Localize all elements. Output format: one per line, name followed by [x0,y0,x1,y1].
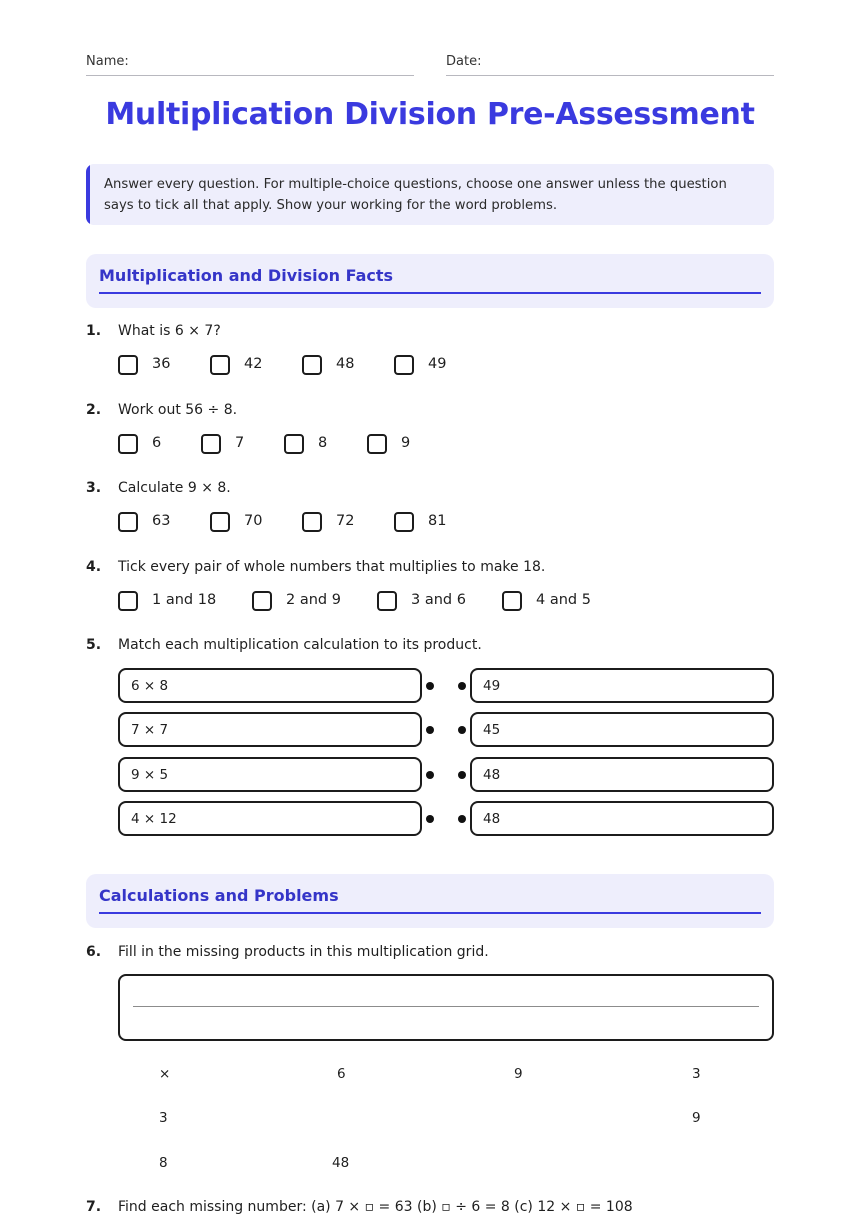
checkbox[interactable] [302,512,322,532]
match-left-item[interactable] [118,668,422,703]
question-text: Find each missing number: (a) 7 × ▫ = 63 (b) ▫ ÷ 6 = 8 (c) 12 × ▫ = 108 [118,1199,633,1215]
question-number: 3. [86,480,102,496]
page-title: Multiplication Division Pre-Assessment [105,97,755,132]
section-header-facts [86,254,774,308]
option-label: 9 [401,435,411,451]
instructions-box [86,164,774,225]
option-label: 3 and 6 [411,592,466,608]
match-label: 48 [483,811,501,827]
match-left-item[interactable] [118,712,422,747]
question-number: 4. [86,559,102,575]
match-right-item[interactable] [470,712,774,747]
checkbox[interactable] [210,355,230,375]
question-number: 6. [86,944,102,960]
match-left-dot[interactable] [426,682,434,690]
grid-cell: 9 [514,1066,523,1082]
checkbox[interactable] [201,434,221,454]
question-text: Tick every pair of whole numbers that multiplies to make 18. [118,559,546,575]
option-label: 42 [244,356,263,372]
checkbox[interactable] [394,512,414,532]
grid-cell: 3 [159,1110,168,1126]
match-label: 9 × 5 [131,767,169,783]
option-label: 36 [152,356,171,372]
match-label: 6 × 8 [131,678,169,694]
match-right-dot[interactable] [458,771,466,779]
checkbox[interactable] [118,512,138,532]
checkbox[interactable] [118,434,138,454]
instructions-accent-bar [86,164,90,225]
section-title: Multiplication and Division Facts [99,266,394,285]
question-text: Work out 56 ÷ 8. [118,402,238,418]
question-number: 2. [86,402,102,418]
option-label: 1 and 18 [152,592,217,608]
question-text: Match each multiplication calculation to its product. [118,637,482,653]
grid-cell: × [159,1066,171,1082]
option-label: 49 [428,356,447,372]
option-label: 70 [244,513,263,529]
checkbox[interactable] [210,512,230,532]
match-left-dot[interactable] [426,771,434,779]
question-text: What is 6 × 7? [118,323,221,339]
checkbox[interactable] [252,591,272,611]
match-label: 49 [483,678,501,694]
match-left-item[interactable] [118,801,422,836]
option-label: 6 [152,435,162,451]
question-number: 5. [86,637,102,653]
option-label: 8 [318,435,328,451]
option-label: 2 and 9 [286,592,341,608]
option-label: 72 [336,513,355,529]
match-label: 45 [483,722,501,738]
date-label: Date: [446,54,482,69]
answer-box[interactable] [118,974,774,1041]
match-right-item[interactable] [470,668,774,703]
date-field[interactable] [446,54,774,76]
section-header-calculations [86,874,774,928]
name-field[interactable] [86,54,414,76]
grid-cell: 6 [337,1066,346,1082]
match-left-dot[interactable] [426,726,434,734]
checkbox[interactable] [302,355,322,375]
section-rule [99,292,761,294]
match-right-dot[interactable] [458,815,466,823]
instructions-text: Answer every question. For multiple-choice questions, choose one answer unless the question says to tick all that apply. Show your working for the word problems. [104,177,727,213]
checkbox[interactable] [118,591,138,611]
match-left-dot[interactable] [426,815,434,823]
match-right-item[interactable] [470,801,774,836]
option-label: 4 and 5 [536,592,591,608]
option-label: 7 [235,435,245,451]
checkbox[interactable] [118,355,138,375]
match-right-item[interactable] [470,757,774,792]
name-date-row [86,54,774,76]
match-label: 48 [483,767,501,783]
checkbox[interactable] [367,434,387,454]
section-rule [99,912,761,914]
answer-line [133,1006,759,1007]
match-right-dot[interactable] [458,726,466,734]
checkbox[interactable] [284,434,304,454]
option-label: 48 [336,356,355,372]
question-number: 7. [86,1199,102,1215]
grid-cell: 9 [692,1110,701,1126]
grid-cell: 8 [159,1155,168,1171]
match-left-item[interactable] [118,757,422,792]
name-label: Name: [86,54,129,69]
checkbox[interactable] [394,355,414,375]
match-right-dot[interactable] [458,682,466,690]
grid-cell: 3 [692,1066,701,1082]
option-label: 63 [152,513,171,529]
match-label: 4 × 12 [131,811,177,827]
section-title: Calculations and Problems [99,886,339,905]
question-number: 1. [86,323,102,339]
grid-cell: 48 [332,1155,350,1171]
question-text: Fill in the missing products in this multiplication grid. [118,944,489,960]
checkbox[interactable] [502,591,522,611]
question-text: Calculate 9 × 8. [118,480,231,496]
match-label: 7 × 7 [131,722,169,738]
checkbox[interactable] [377,591,397,611]
option-label: 81 [428,513,447,529]
